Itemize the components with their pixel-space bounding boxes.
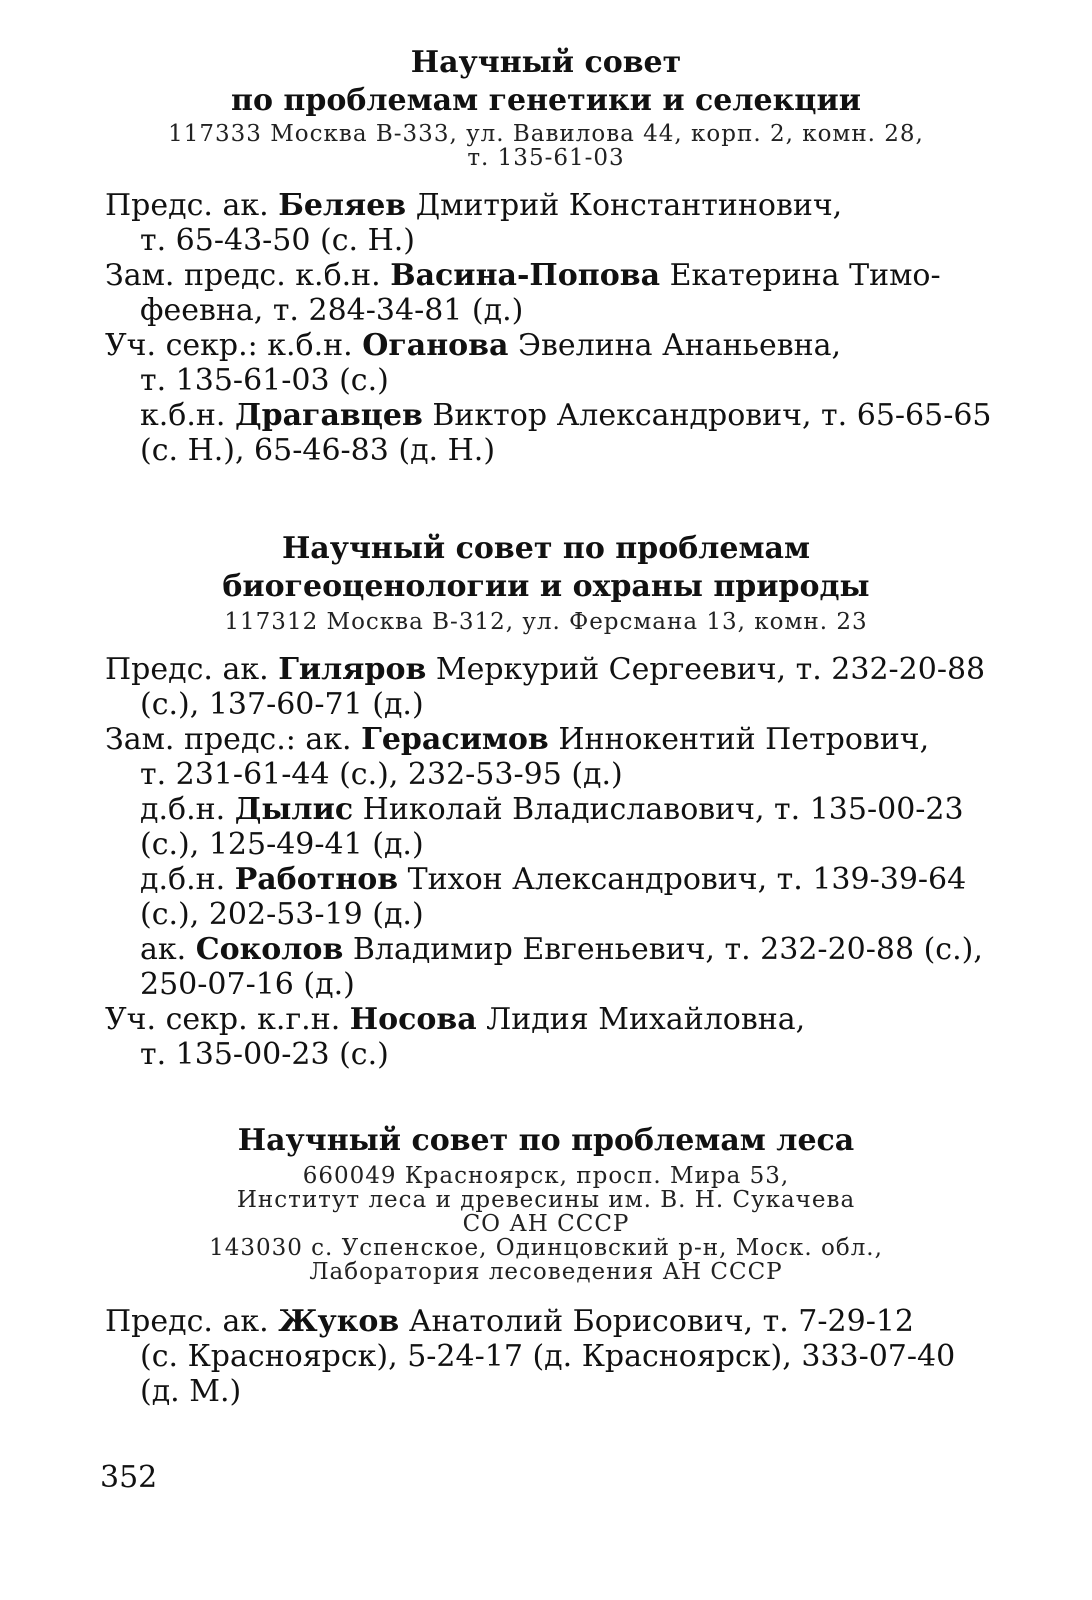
member-entry — [105, 862, 1056, 932]
member-name: Эвелина Ананьевна, — [518, 328, 842, 363]
member-list — [0, 1304, 1092, 1409]
member-contact: т. 135-61-03 (с.) — [140, 363, 389, 398]
member-contact: 250-07-16 (д.) — [140, 967, 355, 1002]
member-surname: Васина-Попова — [390, 258, 661, 293]
member-contact: т. 231-61-44 (с.), 232-53-95 (д.) — [140, 757, 623, 792]
member-entry — [105, 932, 1056, 1002]
member-list — [0, 652, 1092, 1072]
member-entry — [105, 722, 1056, 792]
address-line: 117333 Москва В-333, ул. Вавилова 44, корп. 2, комн. 28, — [168, 121, 924, 147]
member-list — [0, 188, 1092, 468]
member-name: Меркурий Сергеевич, т. 232-20-88 — [435, 652, 986, 687]
member-name: Владимир Евгеньевич, т. 232-20-88 (с.), — [352, 932, 983, 967]
member-name: Анатолий Борисович, т. 7-29-12 — [408, 1304, 915, 1339]
member-title: ак. — [140, 932, 187, 967]
member-surname: Носова — [349, 1002, 477, 1037]
member-contact: т. 65-43-50 (с. Н.) — [140, 223, 415, 258]
member-name: Дмитрий Константинович, — [415, 188, 843, 223]
member-entry — [105, 652, 1056, 722]
member-title: к.б.н. — [140, 398, 226, 433]
member-surname: Герасимов — [361, 722, 549, 757]
member-name: Екатерина Тимо- — [669, 258, 941, 293]
member-contact: феевна, т. 284-34-81 (д.) — [140, 293, 524, 328]
member-entry — [105, 188, 1056, 258]
address-line: т. 135-61-03 — [467, 145, 625, 171]
member-title: Уч. секр. к.г.н. — [105, 1002, 341, 1037]
member-surname: Работнов — [234, 862, 399, 897]
section-title-line: биогеоценологии и охраны природы — [222, 569, 870, 604]
page-number: 352 — [100, 1460, 158, 1495]
member-surname: Драгавцев — [234, 398, 423, 433]
member-contact: (с. Красноярск), 5-24-17 (д. Красноярск), 333-07-40 — [140, 1339, 956, 1374]
member-contact: (с.), 125-49-41 (д.) — [140, 827, 424, 862]
member-name: Тихон Александрович, т. 139-39-64 — [407, 862, 967, 897]
member-name: Иннокентий Петрович, — [558, 722, 930, 757]
member-title: Зам. предс. к.б.н. — [105, 258, 381, 293]
section-title-line: Научный совет — [410, 45, 682, 80]
address-line: Лаборатория лесоведения АН СССР — [309, 1259, 783, 1285]
address-line: Институт леса и древесины им. В. Н. Сукачева — [236, 1187, 856, 1213]
section-title-line: Научный совет по проблемам леса — [237, 1123, 855, 1158]
member-contact: т. 135-00-23 (с.) — [140, 1037, 389, 1072]
member-entry — [105, 792, 1056, 862]
member-title: Предс. ак. — [105, 1304, 269, 1339]
member-entry — [105, 398, 1056, 468]
member-title: д.б.н. — [140, 862, 226, 897]
section-biogeocenology — [0, 530, 1092, 1072]
member-title: Предс. ак. — [105, 652, 269, 687]
member-contact: (с.), 202-53-19 (д.) — [140, 897, 424, 932]
member-title: Уч. секр.: к.б.н. — [105, 328, 353, 363]
address-line: 660049 Красноярск, просп. Мира 53, — [302, 1163, 790, 1189]
member-surname: Дылис — [234, 792, 354, 827]
member-name: Николай Владиславович, т. 135-00-23 — [362, 792, 964, 827]
member-entry — [105, 1002, 1056, 1072]
section-genetics — [0, 44, 1092, 468]
member-surname: Соколов — [195, 932, 344, 967]
section-forest — [0, 1122, 1092, 1409]
member-title: д.б.н. — [140, 792, 226, 827]
section-title-line: Научный совет по проблемам — [281, 531, 811, 566]
member-name: Лидия Михайловна, — [486, 1002, 806, 1037]
address-line: 117312 Москва В-312, ул. Ферсмана 13, комн. 23 — [224, 609, 868, 635]
member-title: Зам. предс.: ак. — [105, 722, 352, 757]
address-line: СО АН СССР — [462, 1211, 630, 1237]
address-line: 143030 с. Успенское, Одинцовский р-н, Моск. обл., — [209, 1235, 883, 1261]
member-contact: (д. М.) — [140, 1374, 242, 1409]
member-name: Виктор Александрович, т. 65-65-65 — [432, 398, 992, 433]
member-title: Предс. ак. — [105, 188, 269, 223]
member-surname: Жуков — [278, 1304, 400, 1339]
member-surname: Гиляров — [278, 652, 427, 687]
member-entry — [105, 258, 1056, 328]
member-entry — [105, 1304, 1056, 1409]
member-surname: Беляев — [278, 188, 407, 223]
member-contact: (с.), 137-60-71 (д.) — [140, 687, 424, 722]
member-contact: (с. Н.), 65-46-83 (д. Н.) — [140, 433, 496, 468]
member-entry — [105, 328, 1056, 398]
section-title-line: по проблемам генетики и селекции — [231, 83, 861, 118]
member-surname: Оганова — [362, 328, 509, 363]
